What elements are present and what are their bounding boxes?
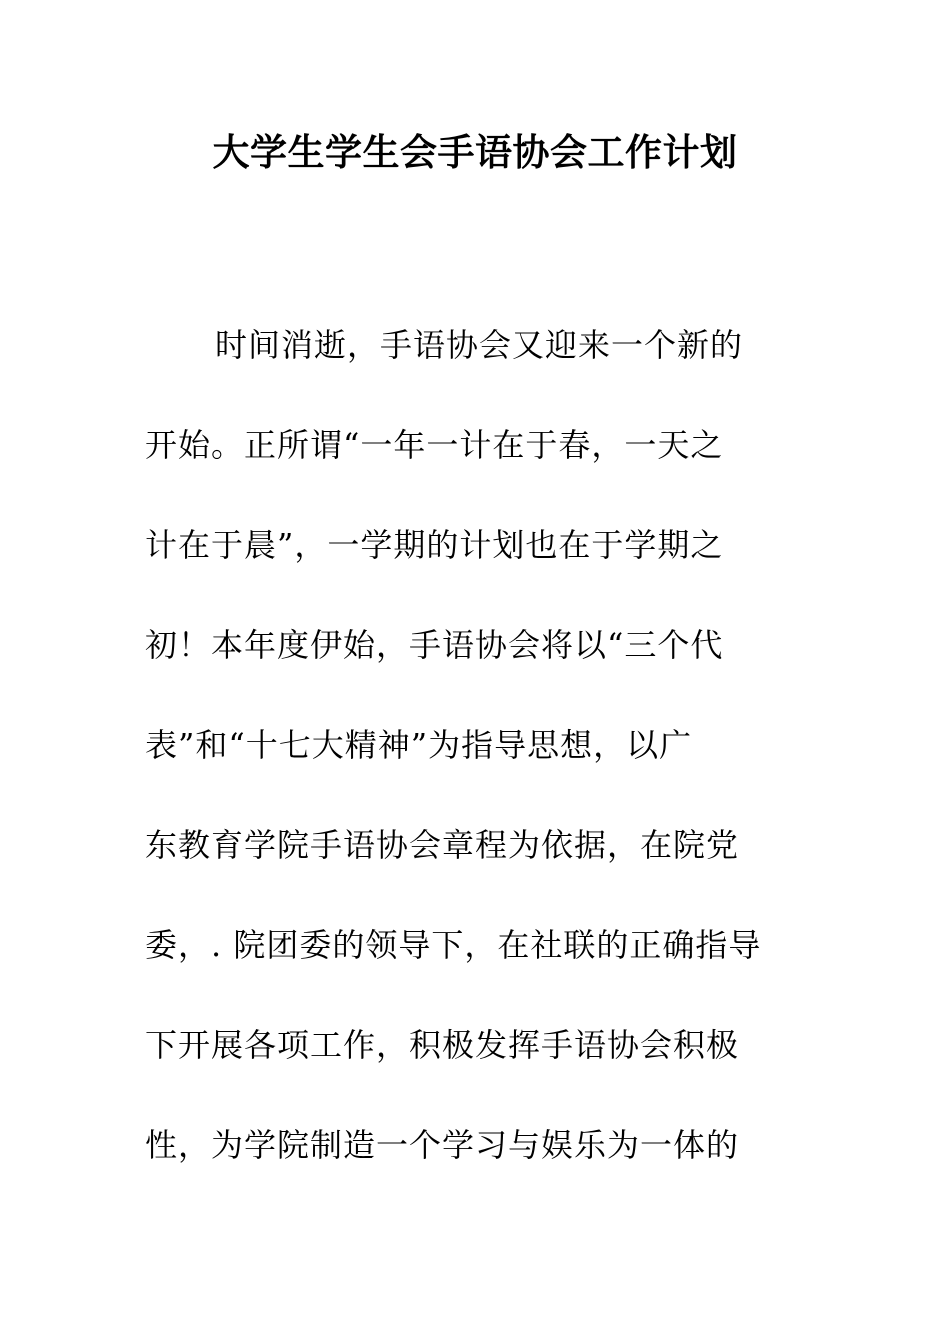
paragraph-line: 时间消逝，手语协会又迎来一个新的 — [215, 326, 744, 364]
paragraph-line: 东教育学院手语协会章程为依据，在院党 — [145, 826, 740, 864]
body-paragraph — [145, 295, 805, 1195]
paragraph-line: 性，为学院制造一个学习与娱乐为一体的 — [145, 1126, 740, 1164]
paragraph-line: 开始。正所谓“一年一计在于春，一天之 — [145, 426, 724, 464]
paragraph-line: 下开展各项工作，积极发挥手语协会积极 — [145, 1026, 740, 1064]
document-title: 大学生学生会手语协会工作计划 — [212, 131, 738, 174]
paragraph-line: 表”和“十七大精神”为指导思想，以广 — [145, 726, 693, 764]
paragraph-line: 计在于晨”，一学期的计划也在于学期之 — [145, 526, 724, 564]
paragraph-line: 委，. 院团委的领导下，在社联的正确指导 — [145, 926, 762, 964]
paragraph-line: 初！本年度伊始，手语协会将以“三个代 — [145, 626, 724, 664]
